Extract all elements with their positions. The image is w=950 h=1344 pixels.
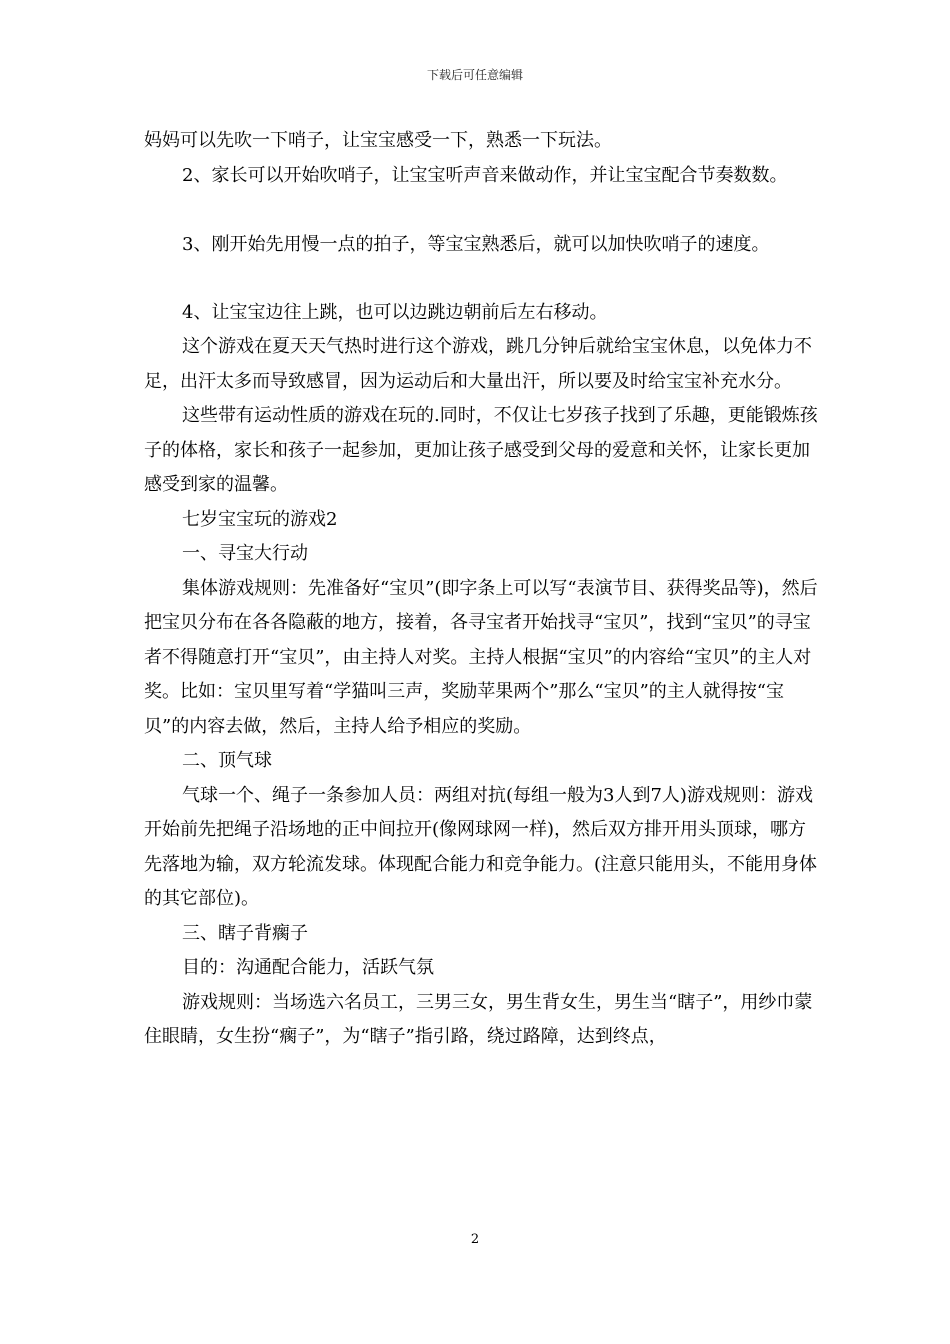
paragraph: 妈妈可以先吹一下哨子，让宝宝感受一下，熟悉一下玩法。 [144, 130, 612, 151]
document-body [144, 124, 820, 1055]
section-heading: 二、顶气球 [182, 750, 272, 771]
list-item: 2、家长可以开始吹哨子，让宝宝听声音来做动作，并让宝宝配合节奏数数。 [182, 164, 788, 186]
paragraph: 集体游戏规则：先准备好“宝贝”(即字条上可以写“表演节目、获得奖品等)，然后把宝贝分布在各各隐蔽的地方，接着，各寻宝者开始找寻“宝贝”，找到“宝贝”的寻宝者不得随意打开“宝贝”，由主持人对奖。主持人根据“宝贝”的内容给“宝贝”的主人对奖。比如：宝贝里写着“学猫叫三声，奖励苹果两个”那么“宝贝”的主人就得按“宝贝”的内容去做，然后，主持人给予相应的奖励。 [144, 577, 818, 737]
section-title: 七岁宝宝玩的游戏2 [182, 508, 338, 530]
paragraph: 这个游戏在夏天天气热时进行这个游戏，跳几分钟后就给宝宝休息，以免体力不足，出汗太多而导致感冒，因为运动后和大量出汗，所以要及时给宝宝补充水分。 [144, 336, 812, 392]
page-header: 下载后可任意编辑 [426, 68, 523, 82]
paragraph: 游戏规则：当场选六名员工，三男三女，男生背女生，男生当“瞎子”，用纱巾蒙住眼睛，女生扮“瘸子”，为“瞎子”指引路，绕过路障，达到终点， [144, 991, 813, 1047]
paragraph: 气球一个、绳子一条参加人员：两组对抗(每组一般为3人到7人)游戏规则：游戏开始前先把绳子沿场地的正中间拉开(像网球网一样)，然后双方排开用头顶球，哪方先落地为输，双方轮流发球。体现配合能力和竞争能力。(注意只能用头，不能用身体的其它部位)。 [144, 784, 818, 909]
paragraph: 目的：沟通配合能力，活跃气氛 [182, 957, 434, 978]
page-number: 2 [470, 1232, 480, 1247]
section-heading: 三、瞎子背瘸子 [182, 922, 308, 944]
list-item: 3、刚开始先用慢一点的拍子，等宝宝熟悉后，就可以加快吹哨子的速度。 [182, 234, 770, 255]
list-item: 4、让宝宝边往上跳，也可以边跳边朝前后左右移动。 [182, 301, 608, 323]
paragraph: 这些带有运动性质的游戏在玩的.同时，不仅让七岁孩子找到了乐趣，更能锻炼孩子的体格，家长和孩子一起参加，更加让孩子感受到父母的爱意和关怀，让家长更加感受到家的温馨。 [144, 405, 818, 495]
section-heading: 一、寻宝大行动 [182, 543, 308, 564]
